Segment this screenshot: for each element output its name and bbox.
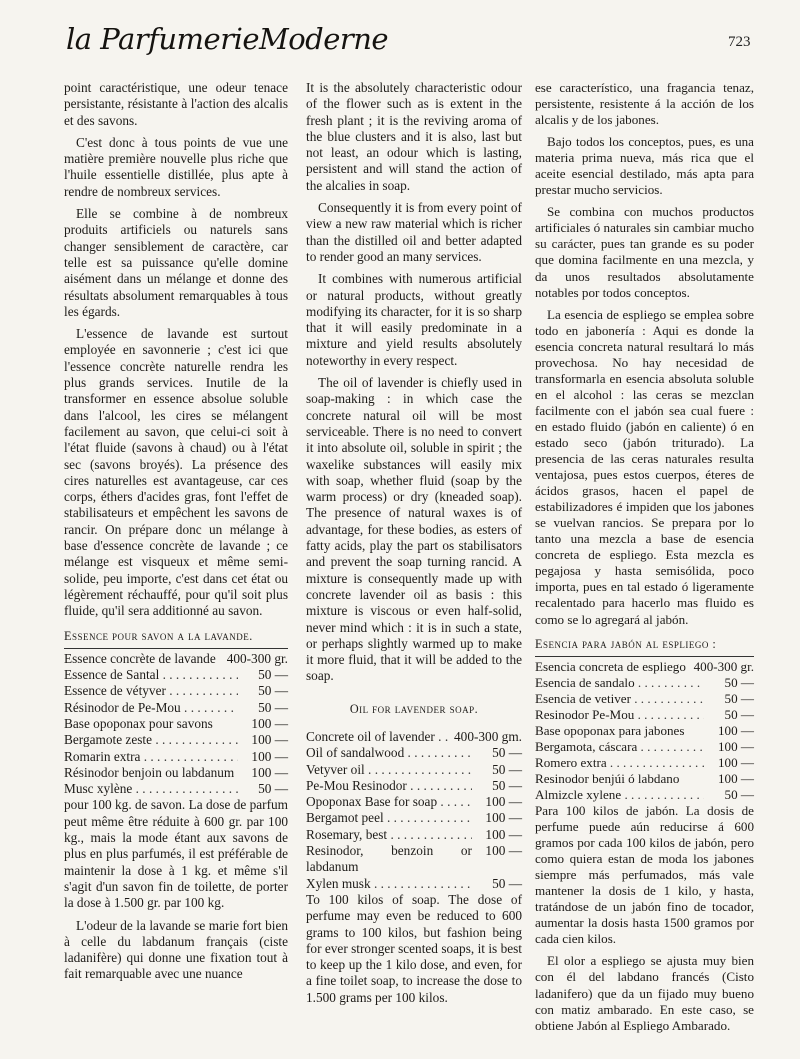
recipe-list: [64, 648, 288, 798]
ingredient-name: Résinodor de Pe-Mou . . .: [64, 700, 238, 716]
recipe-item: [64, 716, 288, 732]
body-paragraph: To 100 kilos of soap. The dose of perfume may even be reduced to 600 grams to 100 kilos, but fashion being for ever stronger scented soaps, it is best to keep up the 1 kilo dose, and even, for a fine toilet soap, to increase the dose to 1.500 grams per 100 kilos.: [306, 891, 522, 1005]
french-column: [64, 80, 288, 989]
ingredient-quantity: 100 —: [485, 843, 522, 859]
ingredient-quantity: 50 —: [258, 683, 288, 699]
body-paragraph: It combines with numerous artificial or natural products, without greatly modifying its character, for it is so sharp that it will easily predominate in a mixture and yield results absolutely noteworthy in every respect.: [306, 271, 522, 368]
body-paragraph: C'est donc à tous points de vue une matière première nouvelle plus riche que l'huile essentielle distillée, plus apte à rendre de nombreux services.: [64, 134, 288, 199]
body-paragraph: Elle se combine à de nombreux produits artificiels ou naturels sans changer sensiblement de caractère, car telle est sa puissance qu'elle domine aisément dans un mélange et donne des résultats absolument remarquables à tous les égards.: [64, 206, 288, 319]
ingredient-name: Almizcle xylene . . .: [535, 787, 704, 803]
recipe-item: [306, 827, 522, 843]
ingredient-name: Bergamota, cáscara . . .: [535, 739, 704, 755]
ingredient-name: Esencia de sandalo . . .: [535, 675, 704, 691]
ingredient-quantity: 100 —: [485, 794, 522, 810]
ingredient-name: Resinodor Pe-Mou . . .: [535, 707, 704, 723]
ingredient-quantity: 50 —: [492, 875, 522, 891]
ingredient-name: Resinodor benjúi ó labdano: [535, 770, 680, 786]
recipe-item: [535, 691, 754, 707]
body-paragraph: It is the absolutely characteristic odour of the flower such as is extent in the fresh plant ; it is the reviving aroma of the blue clusters and it is also, last but not least, an odour which is lasting, persistent and will stand the action of the alcalies in soap.: [306, 80, 522, 193]
recipe-item: [306, 762, 522, 778]
recipe-title: Oil for lavender soap.: [349, 701, 479, 716]
ingredient-quantity: 50 —: [258, 781, 288, 797]
recipe-title: Esencia para jabón al espliego :: [535, 636, 717, 651]
ingredient-name: Concrete oil of lavender . . .: [306, 729, 450, 745]
ingredient-name: Opoponax Base for soap . . .: [306, 794, 472, 810]
recipe-item: [535, 787, 754, 803]
page-number: 723: [728, 34, 751, 50]
ingredient-quantity: 100 —: [485, 826, 522, 842]
recipe-item: [535, 723, 754, 739]
recipe-item: [64, 765, 288, 781]
ingredient-quantity: 400-300 gm.: [454, 728, 522, 744]
recipe-item: [306, 810, 522, 826]
recipe-item: [535, 755, 754, 771]
ingredient-name: Essence de Santal . . .: [64, 667, 238, 683]
ingredient-quantity: 100 —: [717, 754, 754, 770]
recipe-item: [64, 683, 288, 699]
ingredient-quantity: 50 —: [492, 777, 522, 793]
english-column: [306, 80, 522, 1012]
ingredient-quantity: 100 —: [251, 748, 288, 764]
ingredient-quantity: 100 —: [485, 810, 522, 826]
body-paragraph: point caractéristique, une odeur tenace persistante, résistante à l'action des alcalis et des savons.: [64, 80, 288, 128]
recipe-item: [535, 659, 754, 675]
ingredient-name: Esencia concreta de espliego: [535, 658, 686, 674]
ingredient-name: Base opoponax para jabones: [535, 722, 685, 738]
recipe-item: [306, 794, 522, 810]
ingredient-quantity: 400-300 gr.: [226, 650, 288, 666]
ingredient-quantity: 50 —: [258, 667, 288, 683]
recipe-item: [64, 700, 288, 716]
body-paragraph: L'essence de lavande est surtout employée en savonnerie ; c'est ici que l'essence concrète naturelle rendra les plus grands services. Inutile de la transformer en essence absolue soluble dans l'alcool, les cires se mélangent facilement au savon, que celui-ci soit à l'état fluide (savons à chaud) ou à l'état sec (savons broyés). La présence des cires naturelles est avantageuse, car ces corps, éthers d'acides gras, font l'effet de stabilisateurs et empêchent les savons de rancir. On prépare donc un mélange à base d'essence concrète de lavande ; ce mélange est visqueux et même semi-solide, peu importe, c'est dans cet état ou légèrement réchauffé, pour qu'il soit plus fluide, qu'il sera additionné au savon.: [64, 326, 288, 619]
ingredient-quantity: 400-300 gr.: [693, 658, 754, 674]
ingredient-quantity: 100 —: [717, 722, 754, 738]
body-paragraph: Bajo todos los conceptos, pues, es una materia prima nueva, más rica que el aceite esencial destilado, más apta para prestar mucho servicios.: [535, 134, 754, 198]
recipe-item: [535, 739, 754, 755]
ingredient-name: Bergamote zeste . . .: [64, 732, 238, 748]
ingredient-name: Esencia de vetiver . . .: [535, 691, 704, 707]
body-paragraph: Se combina con muchos productos artificiales ó naturales sin cambiar mucho su carácter, pues tan grande es su poder que domina facilmente en una mezcla, y da unos resultados absolutamente notables por todos conceptos.: [535, 204, 754, 300]
ingredient-name: Rosemary, best . . .: [306, 827, 472, 843]
recipe-item: [64, 749, 288, 765]
recipe-item: [535, 675, 754, 691]
body-paragraph: Para 100 kilos de jabón. La dosis de perfume puede aún reducirse á 600 gramos por cada 100 kilos de jabón, pero como quiera estan de moda los jabones siempre más perfumados, más vale mantener la dosis de 1 kilo, y hasta, tratándose de un jabón fino de tocador, aumentar la dosis hasta 1500 gramos por cada cien kilos.: [535, 803, 754, 947]
ingredient-quantity: 50 —: [724, 690, 754, 706]
ingredient-quantity: 50 —: [724, 786, 754, 802]
ingredient-name: Romero extra . . .: [535, 755, 704, 771]
ingredient-name: Xylen musk . . .: [306, 876, 472, 892]
body-paragraph: L'odeur de la lavande se marie fort bien à celle du labdanum français (ciste ladanifère) qui donne une fixation tout à fait remarquable avec une nuance: [64, 917, 288, 982]
recipe-item: [64, 781, 288, 797]
ingredient-quantity: 100 —: [251, 732, 288, 748]
ingredient-quantity: 50 —: [724, 706, 754, 722]
recipe-list: [535, 656, 754, 803]
body-paragraph: El olor a espliego se ajusta muy bien con él del labdano francés (Cisto ladanifero) que da un fijado muy bueno con matiz ambarado. En este caso, se obtiene Jabón al Espliego Ambarado.: [535, 953, 754, 1033]
ingredient-quantity: 100 —: [717, 738, 754, 754]
ingredient-quantity: 50 —: [492, 761, 522, 777]
recipe-list: [306, 727, 522, 892]
ingredient-name: Essence concrète de lavande: [64, 650, 216, 666]
ingredient-quantity: 50 —: [724, 674, 754, 690]
recipe-item: [535, 771, 754, 787]
body-paragraph: Consequently it is from every point of view a new raw material which is richer than the distilled oil and better adapted to render good an many services.: [306, 200, 522, 264]
recipe-item: [535, 707, 754, 723]
body-paragraph: The oil of lavender is chiefly used in soap-making : in which case the concrete natural oil will be most serviceable. There is no need to convert it into absolute oil, soluble in spirit ; the waxelike substances will easily mix with soap, whether fluid (soap by the warm process) or dry (kneaded soap). The presence of natural waxes is of advantage, for these bodies, as esters of fatty acids, play the part os stabilisators and prevent the soap turning rancid. A mixture is consequently made up with concrete lavender oil as basis : this mixture is viscous or even half-solid, never mind which : it is in such a state, or perhaps slightly warmed up to make it more fluid, that it will be added to the soap.: [306, 375, 522, 684]
ingredient-name: Vetyver oil . . .: [306, 762, 472, 778]
recipe-item: [64, 651, 288, 667]
recipe-item: [64, 667, 288, 683]
ingredient-name: Pe-Mou Resinodor . . .: [306, 778, 472, 794]
recipe-item: [306, 745, 522, 761]
ingredient-quantity: 100 —: [717, 770, 754, 786]
ingredient-name: Romarin extra . . .: [64, 749, 238, 765]
ingredient-name: Musc xylène . . .: [64, 781, 238, 797]
ingredient-name: Bergamot peel . . .: [306, 810, 472, 826]
ingredient-name: Oil of sandalwood . . .: [306, 745, 472, 761]
body-paragraph: La esencia de espliego se emplea sobre todo en jabonería : Aqui es donde la esencia concreta natural resultará lo más provechosa. No hay necesidad de transformarla en esencia absoluta soluble en el alcohol : las ceras se mezclan facilmente con el jabón sea cual fuere : en estado fluido (jabón en caliente) ó en estado seco (jabón triturado). La presencia de las ceras naturales resulta ventajosa, pues estos cuerpos, éteres de ácidos grasos, hacen el papel de estabilizadores é impiden que los jabones se vuelvan rancios. Se prepara por lo tanto una mezcla a base de esencia concreta de espliego. Esta mezcla es pegajosa y hasta semisólida, poco importa, pues en tal estado ó ligeramente recalentado para hacerlo mas fluido es como se lo agregará al jabón.: [535, 306, 754, 627]
ingredient-quantity: 100 —: [251, 715, 288, 731]
ingredient-name: Résinodor benjoin ou labdanum: [64, 764, 235, 780]
body-paragraph: pour 100 kg. de savon. La dose de parfum peut même être réduite à 600 gr. par 100 kg., mais la mode étant aux savons de plus en plus parfumés, il est préférable de maintenir la dose à 1 kg. et même s'il s'agit d'un savon fin de toilette, de porter la dose à 1.500 gr. par 100 kg.: [64, 797, 288, 911]
recipe-item: [306, 778, 522, 794]
ingredient-name: Resinodor, benzoin or labdanum: [306, 843, 472, 875]
recipe-item: [306, 843, 522, 876]
ingredient-quantity: 50 —: [258, 699, 288, 715]
masthead-title: la ParfumerieModerne: [66, 22, 389, 56]
body-paragraph: ese característico, una fragancia tenaz, persistente, resistente á la acción de los alcalis y de los jabones.: [535, 80, 754, 128]
recipe-item: [306, 876, 522, 892]
recipe-title: Essence pour savon a la lavande.: [64, 628, 253, 643]
recipe-item: [64, 732, 288, 748]
ingredient-name: Base opoponax pour savons: [64, 715, 213, 731]
recipe-item: [306, 729, 522, 745]
ingredient-quantity: 50 —: [492, 745, 522, 761]
ingredient-quantity: 100 —: [251, 764, 288, 780]
ingredient-name: Essence de vétyver . . .: [64, 683, 238, 699]
spanish-column: [535, 80, 754, 1040]
